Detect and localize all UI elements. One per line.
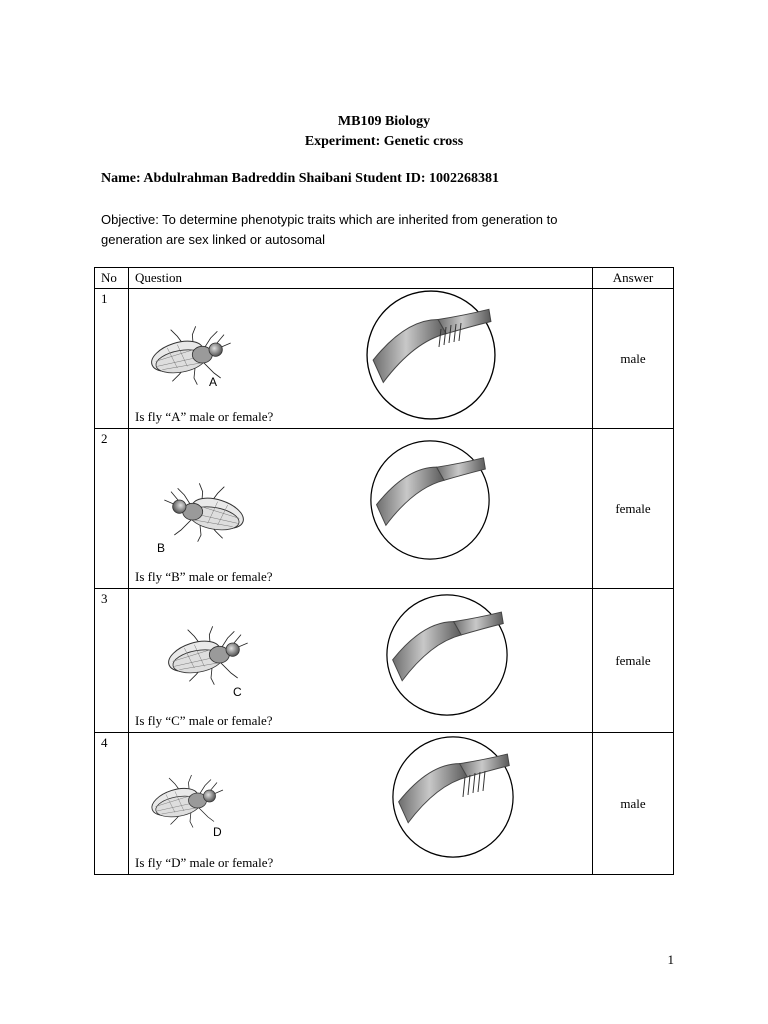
fly-a-illustration: [144, 319, 244, 387]
fly-c-leg-zoom-illustration: [385, 593, 509, 717]
answer-cell: male: [593, 289, 674, 429]
question-cell: [129, 429, 593, 589]
table-header-row: [95, 268, 674, 289]
student-info: Name: Abdulrahman Badreddin Shaibani Student ID: 1002268381: [101, 171, 500, 186]
fly-d-leg-zoom-illustration: [391, 735, 515, 859]
question-text: Is fly “D” male or female?: [135, 855, 274, 870]
question-text: Is fly “A” male or female?: [135, 409, 274, 424]
column-header-answer: Answer: [593, 268, 674, 289]
question-cell: [129, 733, 593, 875]
question-cell: [129, 289, 593, 429]
row-number: 1: [95, 289, 129, 429]
objective-text: Objective: To determine phenotypic traits which are inherited from generation to generation are sex linked or autosomal: [101, 212, 558, 247]
answer-cell: female: [593, 429, 674, 589]
answer-cell: male: [593, 733, 674, 875]
column-header-question: Question: [129, 268, 593, 289]
fly-a-leg-zoom-illustration: [365, 289, 497, 421]
row-number: 4: [95, 733, 129, 875]
row-number: 2: [95, 429, 129, 589]
question-text: Is fly “C” male or female?: [135, 713, 273, 728]
table-row: [95, 589, 674, 733]
page-number: 1: [667, 952, 674, 967]
fly-label: D: [213, 825, 222, 839]
question-text: Is fly “B” male or female?: [135, 569, 273, 584]
fly-d-illustration: [145, 767, 235, 831]
course-title: MB109 Biology: [337, 114, 431, 129]
fly-c-illustration: [161, 617, 261, 689]
experiment-title: Experiment: Genetic cross: [304, 134, 464, 149]
fly-label: C: [233, 685, 242, 699]
fly-b-leg-zoom-illustration: [369, 439, 491, 561]
table-row: [95, 733, 674, 875]
column-header-no: No: [95, 268, 129, 289]
table-row: [95, 289, 674, 429]
fly-b-illustration: [151, 474, 251, 546]
question-cell: [129, 589, 593, 733]
answer-cell: female: [593, 589, 674, 733]
row-number: 3: [95, 589, 129, 733]
table-row: [95, 429, 674, 589]
fly-label: B: [157, 541, 166, 555]
question-table: [94, 267, 674, 875]
fly-label: A: [209, 375, 218, 389]
